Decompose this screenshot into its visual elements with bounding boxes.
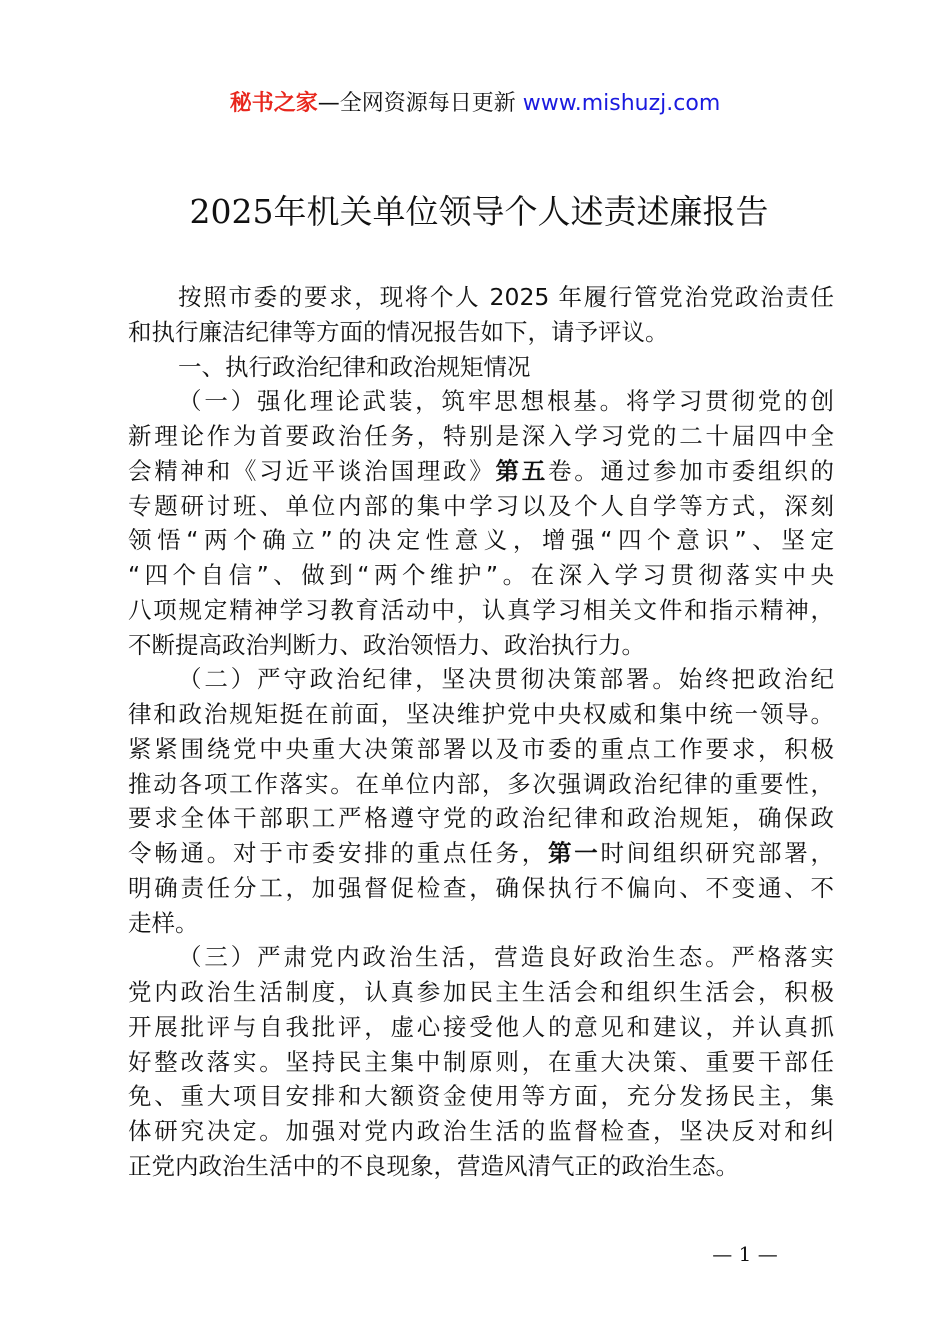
text-segment: 明确责任分工，加强督促检查，确保执行不偏向、不变通、不 [128,873,834,902]
text-segment: 要求全体干部职工严格遵守党的政治纪律和政治规矩，确保政 [128,804,834,833]
text-segment: 专题研讨班、单位内部的集中学习以及个人自学等方式，深刻 [128,491,834,520]
text-line [128,315,834,350]
page-number: — 1 — [712,1242,778,1266]
text-line [128,350,834,385]
text-segment: 党内政治生活制度，认真参加民主生活会和组织生活会，积极 [128,978,834,1006]
text-line [128,628,834,663]
text-segment: 和执行廉洁纪律等方面的情况报告如下，请予评议。 [128,317,669,346]
text-segment: 八项规定精神学习教育活动中，认真学习相关文件和指示精神， [128,595,834,624]
text-segment: 走样。 [128,908,199,937]
text-line [128,871,834,906]
brand-name: 秘书之家 [229,91,318,116]
text-line [128,940,834,975]
paragraph [128,350,834,385]
text-segment: 会精神和《习近平谈治国理政》 [128,456,496,485]
text-line [128,1114,834,1149]
text-line [128,1045,834,1080]
site-url-link[interactable]: www.mishuzj.com [522,91,721,116]
text-line [128,558,834,593]
text-line [128,906,834,941]
paragraph [128,940,834,1183]
text-line [128,1149,834,1184]
text-line [128,489,834,524]
text-segment: 令畅通。对于市委安排的重点任务， [128,839,548,867]
text-segment: 推动各项工作落实。在单位内部，多次强调政治纪律的重要性， [128,769,834,798]
text-line [128,801,834,836]
text-line [128,593,834,628]
text-segment: （三）严肃党内政治生活，营造良好政治生态。严格落实 [178,943,834,972]
text-segment: 时间组织研究部署， [600,839,834,867]
text-line [128,975,834,1010]
bold-text: 第一 [548,839,601,867]
text-segment: 正党内政治生活中的不良现象，营造风清气正的政治生态。 [128,1151,739,1180]
paragraph [128,384,834,662]
text-line [128,697,834,732]
text-segment: 免、重大项目安排和大额资金使用等方面，充分发扬民主，集 [128,1082,834,1111]
banner-slogan: —全网资源每日更新 [317,91,523,116]
text-segment: （二）严守政治纪律，坚决贯彻决策部署。始终把政治纪 [178,665,834,694]
text-segment: 律和政治规矩挺在前面，坚决维护党中央权威和集中统一领导。 [128,700,834,728]
text-segment: 新理论作为首要政治任务，特别是深入学习党的二十届四中全 [128,422,834,450]
text-segment: （一）强化理论武装，筑牢思想根基。将学习贯彻党的创 [178,387,834,416]
text-segment: 紧紧围绕党中央重大决策部署以及市委的重点工作要求，积极 [128,734,834,763]
text-segment: 不断提高政治判断力、政治领悟力、政治执行力。 [128,630,645,659]
text-line [128,454,834,489]
text-segment: 领悟“两个确立”的决定性意义，增强“四个意识”、坚定 [128,526,834,555]
text-line [128,384,834,419]
site-banner [0,88,950,120]
paragraph [128,662,834,940]
text-line [128,1079,834,1114]
document-body [128,280,834,1184]
document-title: 2025年机关单位领导个人述责述廉报告 [189,192,769,231]
paragraph [128,280,834,350]
text-line [128,767,834,802]
text-line [128,1010,834,1045]
text-line [128,419,834,454]
text-segment: 体研究决定。加强对党内政治生活的监督检查，坚决反对和纠 [128,1117,834,1145]
text-segment: 好整改落实。坚持民主集中制原则，在重大决策、重要干部任 [128,1047,834,1076]
text-segment: 开展批评与自我批评，虚心接受他人的意见和建议，并认真抓 [128,1012,834,1041]
text-segment: 一、执行政治纪律和政治规矩情况 [178,352,531,381]
text-line [128,523,834,558]
text-line [128,280,834,315]
text-line [128,662,834,697]
text-segment: 卷。通过参加市委组织的 [548,456,834,485]
text-segment: “四个自信”、做到“两个维护”。在深入学习贯彻落实中央 [128,561,834,589]
text-line [128,836,834,871]
bold-text: 第五 [495,456,548,485]
text-line [128,732,834,767]
text-segment: 按照市委的要求，现将个人 2025 年履行管党治党政治责任 [178,283,834,311]
